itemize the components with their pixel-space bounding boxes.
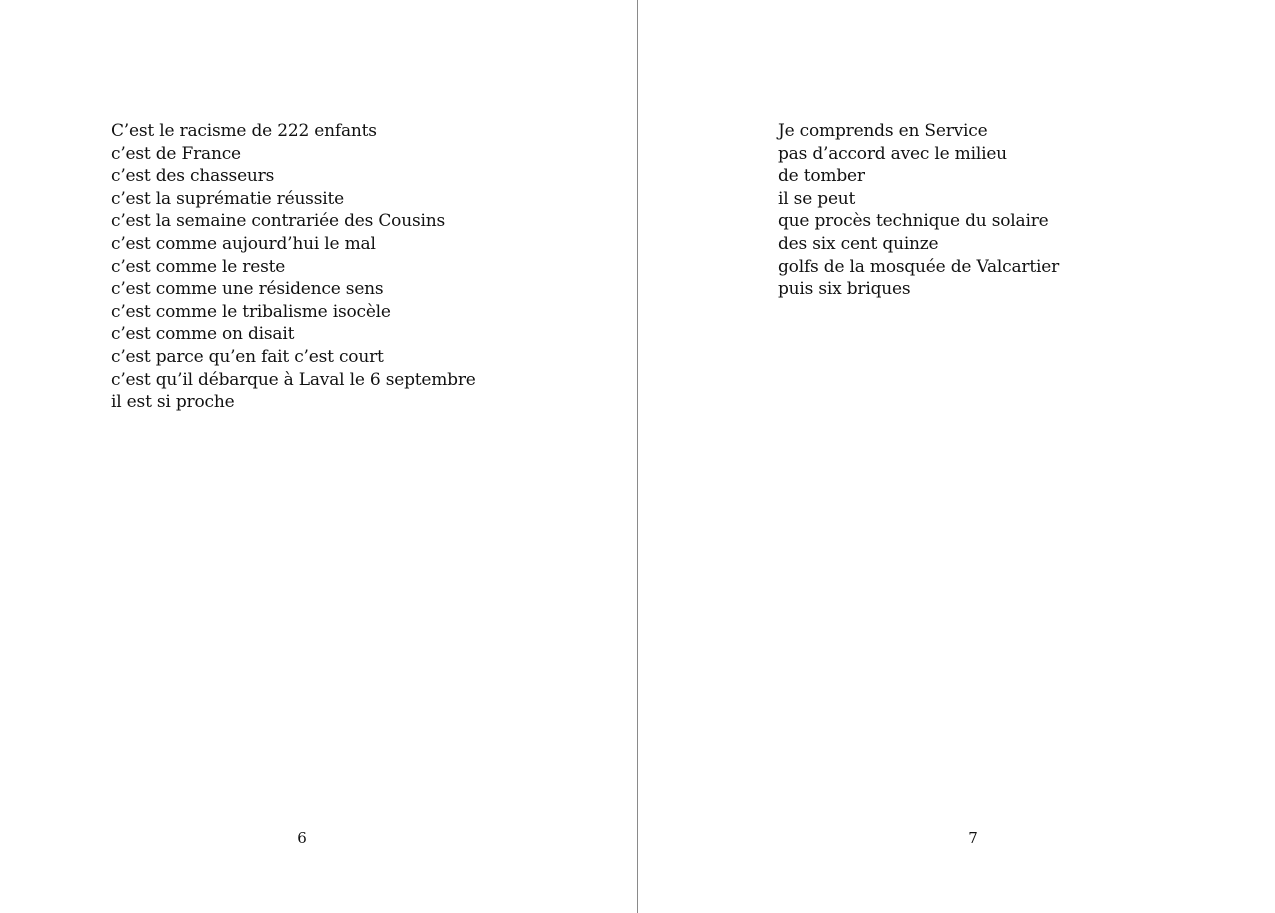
poem-line: c’est comme le reste	[111, 256, 286, 277]
poem-line: de tomber	[778, 166, 865, 187]
poem-line: que procès technique du solaire	[778, 211, 1049, 232]
poem-line: c’est la semaine contrariée des Cousins	[111, 211, 445, 232]
poem-line: c’est la suprématie réussite	[111, 188, 344, 209]
poem-line: pas d’accord avec le milieu	[778, 143, 1007, 164]
poem-line: golfs de la mosquée de Valcartier	[778, 256, 1060, 277]
poem-line: des six cent quinze	[778, 233, 939, 254]
poem-line: c’est comme on disait	[111, 324, 295, 345]
page-number: 6	[297, 829, 307, 847]
poem-line: c’est qu’il débarque à Laval le 6 septembre	[111, 369, 476, 390]
poem-line: C’est le racisme de 222 enfants	[111, 121, 377, 141]
right-page	[638, 0, 1275, 913]
left-page	[0, 0, 637, 913]
poem-line: c’est parce qu’en fait c’est court	[111, 346, 384, 367]
poem-line: il est si proche	[111, 392, 235, 413]
right-poem	[778, 120, 1059, 301]
left-poem	[111, 120, 476, 414]
poem-line: puis six briques	[778, 279, 911, 300]
page-number: 7	[968, 829, 978, 847]
poem-line: c’est comme une résidence sens	[111, 279, 384, 300]
poem-line: il se peut	[778, 188, 856, 209]
poem-line: c’est comme aujourd’hui le mal	[111, 233, 376, 254]
poem-line: c’est comme le tribalisme isocèle	[111, 301, 391, 322]
poem-line: c’est des chasseurs	[111, 166, 275, 187]
poem-line: Je comprends en Service	[778, 121, 988, 141]
poem-line: c’est de France	[111, 143, 241, 164]
